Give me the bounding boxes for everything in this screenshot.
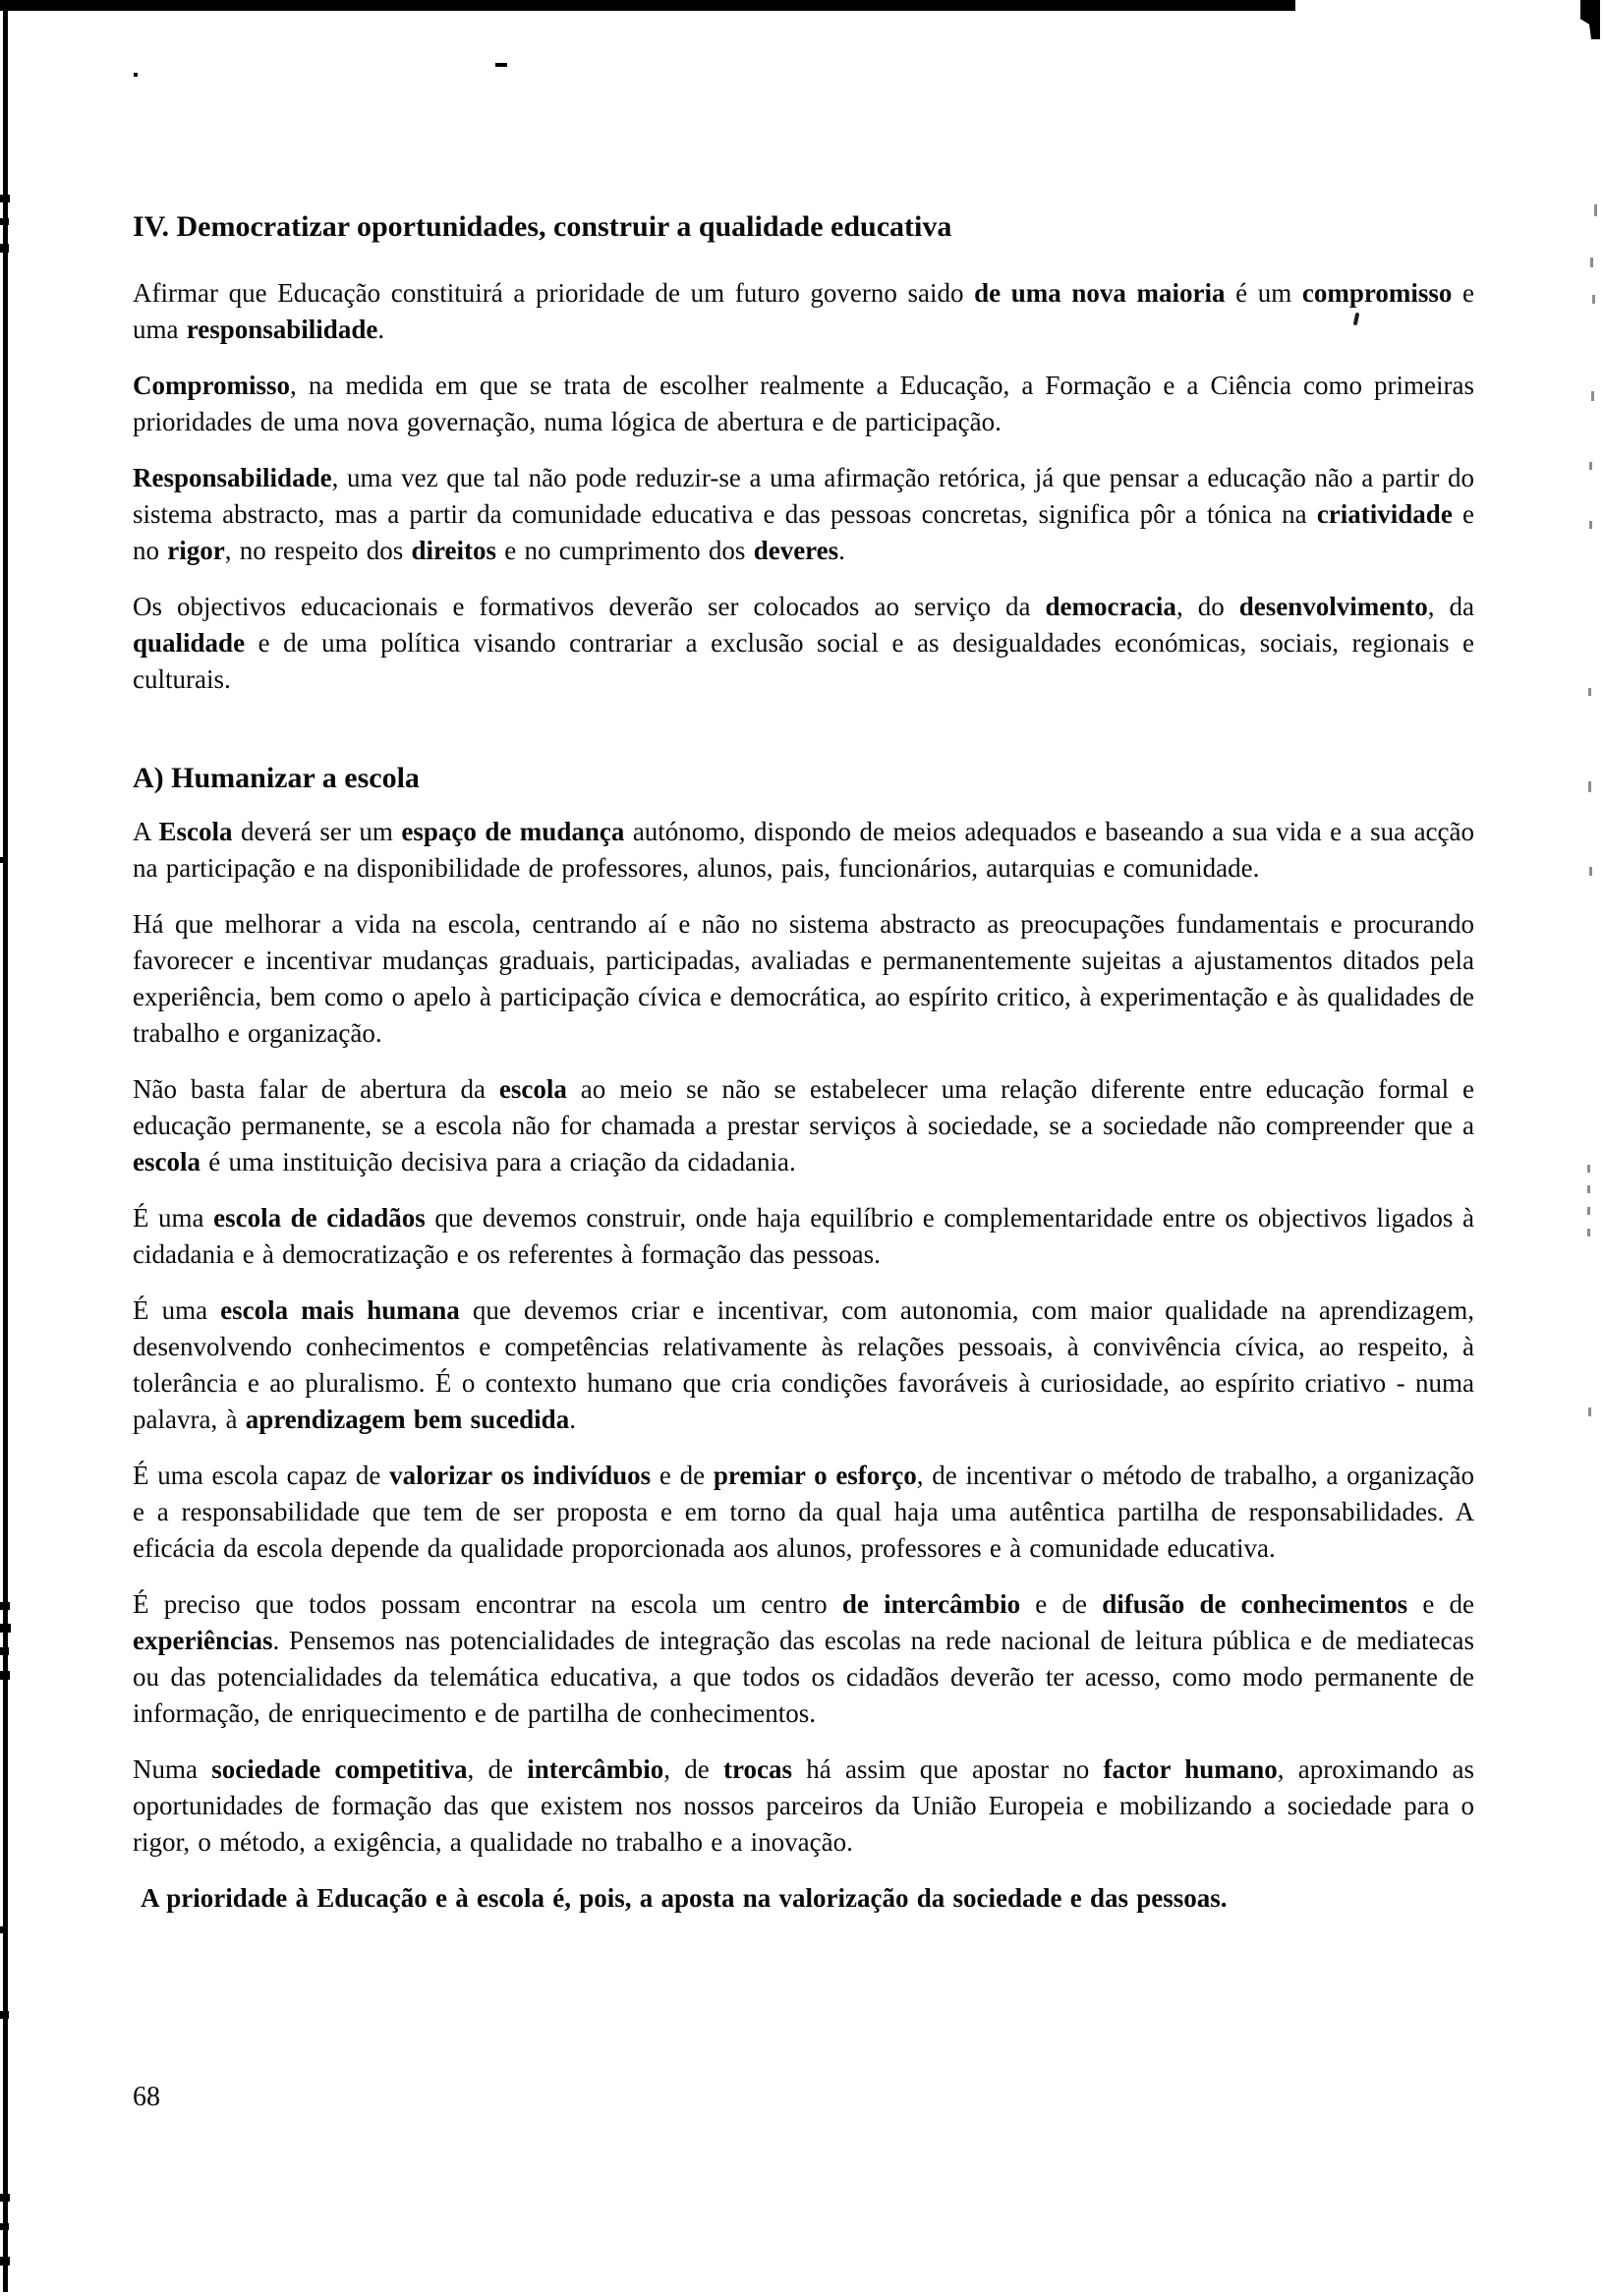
text-run: Não basta falar de abertura da bbox=[133, 1074, 499, 1104]
section-heading bbox=[133, 759, 1474, 798]
text-run: É uma bbox=[133, 1295, 221, 1325]
scan-speck bbox=[1587, 1229, 1590, 1236]
scan-speck bbox=[1587, 1165, 1590, 1173]
emphasized-text: premiar o esforço bbox=[713, 1461, 917, 1490]
text-run: que devemos criar e incentivar, com autonomia, com maior qualidade na aprendizagem, desenvolvendo conhecimentos e competências relativamente às relações pessoais, à convivência cívica, ao respeito, à tolerância e ao pluralismo. É o contexto humano que cria condições favoráveis à curiosidade, ao espírito criativo - numa palavra, à bbox=[133, 1295, 1474, 1434]
text-run: ao meio se não se estabelecer uma relação diferente entre educação formal e educação permanente, se a escola não for chamada a prestar serviços à sociedade, se a sociedade não compreender que a bbox=[133, 1074, 1474, 1140]
emphasized-text: experiências bbox=[133, 1626, 273, 1655]
paragraph bbox=[133, 1586, 1474, 1732]
text-run: , aproximando as oportunidades de formação das que existem nos nossos parceiros da União Europeia e mobilizando a sociedade para o rigor, o método, a exigência, a qualidade no trabalho e a inovação. bbox=[133, 1754, 1475, 1857]
text-run: . bbox=[838, 536, 845, 565]
scan-left-edge-line bbox=[3, 6, 8, 2292]
text-run: , de bbox=[467, 1754, 528, 1784]
text-run: e uma bbox=[133, 278, 1475, 344]
scan-speck bbox=[0, 1671, 10, 1680]
text-run: é um bbox=[1225, 278, 1302, 308]
text-run: , na medida em que se trata de escolher realmente a Educação, a Formação e a Ciência como primeiras prioridades de uma nova governação, numa lógica de abertura e de participação. bbox=[133, 371, 1474, 436]
text-run: , de incentivar o método de trabalho, a organização e a responsabilidade que tem de ser proposta e em torno da qual haja uma autêntica partilha de responsabilidades. A eficácia da escola depende da qualidade proporcionada aos alunos, professores e à comunidade educativa. bbox=[133, 1461, 1475, 1563]
text-run: há assim que apostar no bbox=[791, 1754, 1104, 1784]
text-run: A bbox=[133, 817, 159, 846]
text-run: é uma instituição decisiva para a criação da cidadania. bbox=[200, 1147, 796, 1177]
scan-speck bbox=[1588, 781, 1591, 792]
text-run: , do bbox=[1175, 592, 1239, 621]
emphasized-text: espaço de mudança bbox=[401, 817, 625, 846]
scan-speck bbox=[0, 1926, 8, 1933]
scan-speck bbox=[495, 63, 507, 67]
scan-speck bbox=[1587, 1185, 1590, 1193]
paragraph bbox=[133, 589, 1474, 698]
scan-corner-mark bbox=[1580, 0, 1600, 39]
scan-speck bbox=[0, 857, 8, 863]
text-run: e de bbox=[651, 1461, 714, 1490]
scan-speck bbox=[1594, 204, 1597, 216]
scan-speck bbox=[0, 195, 10, 202]
text-run: , uma vez que tal não pode reduzir-se a uma afirmação retórica, já que pensar a educação não a partir do sistema abstracto, mas a partir da comunidade educativa e das pessoas concretas, significa pôr a tónica na bbox=[133, 463, 1474, 529]
emphasized-text: IV. Democratizar oportunidades, construir a qualidade educativa bbox=[133, 210, 952, 243]
paragraph bbox=[133, 368, 1474, 440]
scan-speck bbox=[1590, 258, 1593, 267]
emphasized-text: escola de cidadãos bbox=[213, 1203, 426, 1233]
emphasized-text: factor humano bbox=[1103, 1754, 1278, 1784]
scan-speck bbox=[0, 2223, 9, 2230]
paragraph bbox=[133, 906, 1474, 1052]
paragraph bbox=[133, 1751, 1474, 1861]
emphasized-text: escola bbox=[133, 1147, 200, 1177]
scan-speck bbox=[0, 1602, 10, 1610]
emphasized-text: direitos bbox=[411, 536, 496, 565]
emphasized-text: Escola bbox=[158, 817, 233, 846]
paragraph bbox=[133, 1458, 1474, 1567]
scan-speck bbox=[1587, 1207, 1590, 1215]
text-run: e no bbox=[133, 499, 1474, 565]
text-run: Afirmar que Educação constituirá a prioridade de um futuro governo saido bbox=[133, 278, 975, 308]
text-run: e de uma política visando contrariar a exclusão social e as desigualdades económicas, sociais, regionais e culturais. bbox=[133, 628, 1474, 694]
emphasized-text: Compromisso bbox=[133, 371, 291, 400]
emphasized-text: trocas bbox=[722, 1754, 792, 1784]
scan-speck bbox=[0, 2194, 10, 2202]
emphasized-text: rigor bbox=[167, 536, 225, 565]
scan-speck bbox=[134, 73, 138, 77]
scan-speck bbox=[1589, 867, 1592, 876]
scan-speck bbox=[1588, 1407, 1591, 1416]
emphasized-text: desenvolvimento bbox=[1238, 592, 1428, 621]
scan-speck bbox=[0, 2011, 9, 2019]
scan-top-band-tail bbox=[1032, 4, 1292, 9]
scan-speck bbox=[0, 1624, 11, 1633]
text-run: , no respeito dos bbox=[224, 536, 412, 565]
text-run: . bbox=[569, 1405, 576, 1434]
emphasized-text: responsabilidade bbox=[186, 315, 378, 344]
scan-speck bbox=[0, 244, 9, 253]
emphasized-text: de intercâmbio bbox=[841, 1589, 1021, 1619]
paragraph bbox=[133, 1071, 1474, 1180]
emphasized-text: aprendizagem bem sucedida bbox=[245, 1405, 570, 1434]
text-run: É uma bbox=[133, 1203, 214, 1233]
emphasized-text: escola mais humana bbox=[220, 1295, 460, 1325]
text-run: Há que melhorar a vida na escola, centrando aí e não no sistema abstracto as preocupações fundamentais e procurando favorecer e incentivar mudanças graduais, participadas, avaliadas e permanentemente sujeitas a ajustamentos ditados pela experiência, bem como o apelo à participação cívica e democrática, ao espírito critico, à experimentação e às qualidades de trabalho e organização. bbox=[133, 909, 1474, 1048]
emphasized-text: democracia bbox=[1045, 592, 1176, 621]
scan-speck bbox=[0, 218, 9, 225]
text-run: . bbox=[377, 315, 385, 344]
text-run: , da bbox=[1427, 592, 1475, 621]
text-run: Os objectivos educacionais e formativos deverão ser colocados ao serviço da bbox=[133, 592, 1046, 621]
text-run: . Pensemos nas potencialidades de integração das escolas na rede nacional de leitura pública e de mediatecas ou das potencialidades da telemática educativa, a que todos os cidadãos deverão ter acesso, como modo permanente de informação, de enriquecimento e de partilha de conhecimentos. bbox=[133, 1626, 1474, 1728]
emphasized-text: deveres bbox=[753, 536, 839, 565]
document-body bbox=[133, 208, 1474, 1936]
paragraph bbox=[133, 275, 1474, 348]
emphasized-text: Responsabilidade bbox=[133, 463, 332, 492]
text-run: e de bbox=[1407, 1589, 1475, 1619]
text-run: É uma escola capaz de bbox=[133, 1461, 390, 1490]
scan-speck bbox=[0, 1647, 9, 1655]
paragraph bbox=[133, 460, 1474, 569]
text-run: autónomo, dispondo de meios adequados e baseando a sua vida e a sua acção na participação e na disponibilidade de professores, alunos, pais, funcionários, autarquias e comunidade. bbox=[133, 817, 1475, 883]
text-run: e no cumprimento dos bbox=[495, 536, 754, 565]
emphasized-text: valorizar os indivíduos bbox=[389, 1461, 652, 1490]
scan-speck bbox=[1589, 462, 1592, 470]
text-run: É preciso que todos possam encontrar na escola um centro bbox=[133, 1589, 842, 1619]
scan-speck bbox=[1588, 688, 1591, 696]
emphasized-text: de uma nova maioria bbox=[974, 278, 1226, 308]
text-run: e de bbox=[1020, 1589, 1103, 1619]
emphasized-text: A prioridade à Educação e à escola é, pois, a aposta na valorização da sociedade e das pessoas. bbox=[141, 1883, 1228, 1913]
emphasized-text: qualidade bbox=[133, 628, 246, 658]
paragraph bbox=[133, 814, 1474, 887]
emphasized-text: intercâmbio bbox=[527, 1754, 664, 1784]
chapter-title bbox=[133, 208, 1474, 246]
emphasized-text: escola bbox=[498, 1074, 567, 1104]
scan-speck bbox=[1591, 391, 1594, 401]
scan-speck bbox=[1589, 521, 1592, 529]
text-run: deverá ser um bbox=[232, 817, 402, 846]
scan-speck bbox=[1592, 295, 1595, 304]
text-run: Numa bbox=[133, 1754, 212, 1784]
paragraph bbox=[133, 1292, 1474, 1438]
scan-speck bbox=[0, 2257, 10, 2266]
emphasized-text: difusão de conhecimentos bbox=[1102, 1589, 1408, 1619]
text-run: que devemos construir, onde haja equilíbrio e complementaridade entre os objectivos ligados à cidadania e à democratização e os referentes à formação das pessoas. bbox=[133, 1203, 1474, 1269]
closing-statement bbox=[133, 1880, 1474, 1917]
emphasized-text: A) Humanizar a escola bbox=[133, 762, 420, 794]
page-number: 68 bbox=[133, 2082, 160, 2112]
text-run: , de bbox=[663, 1754, 723, 1784]
paragraph bbox=[133, 1200, 1474, 1273]
emphasized-text: compromisso bbox=[1301, 278, 1453, 308]
emphasized-text: criatividade bbox=[1316, 499, 1453, 529]
emphasized-text: sociedade competitiva bbox=[211, 1754, 468, 1784]
